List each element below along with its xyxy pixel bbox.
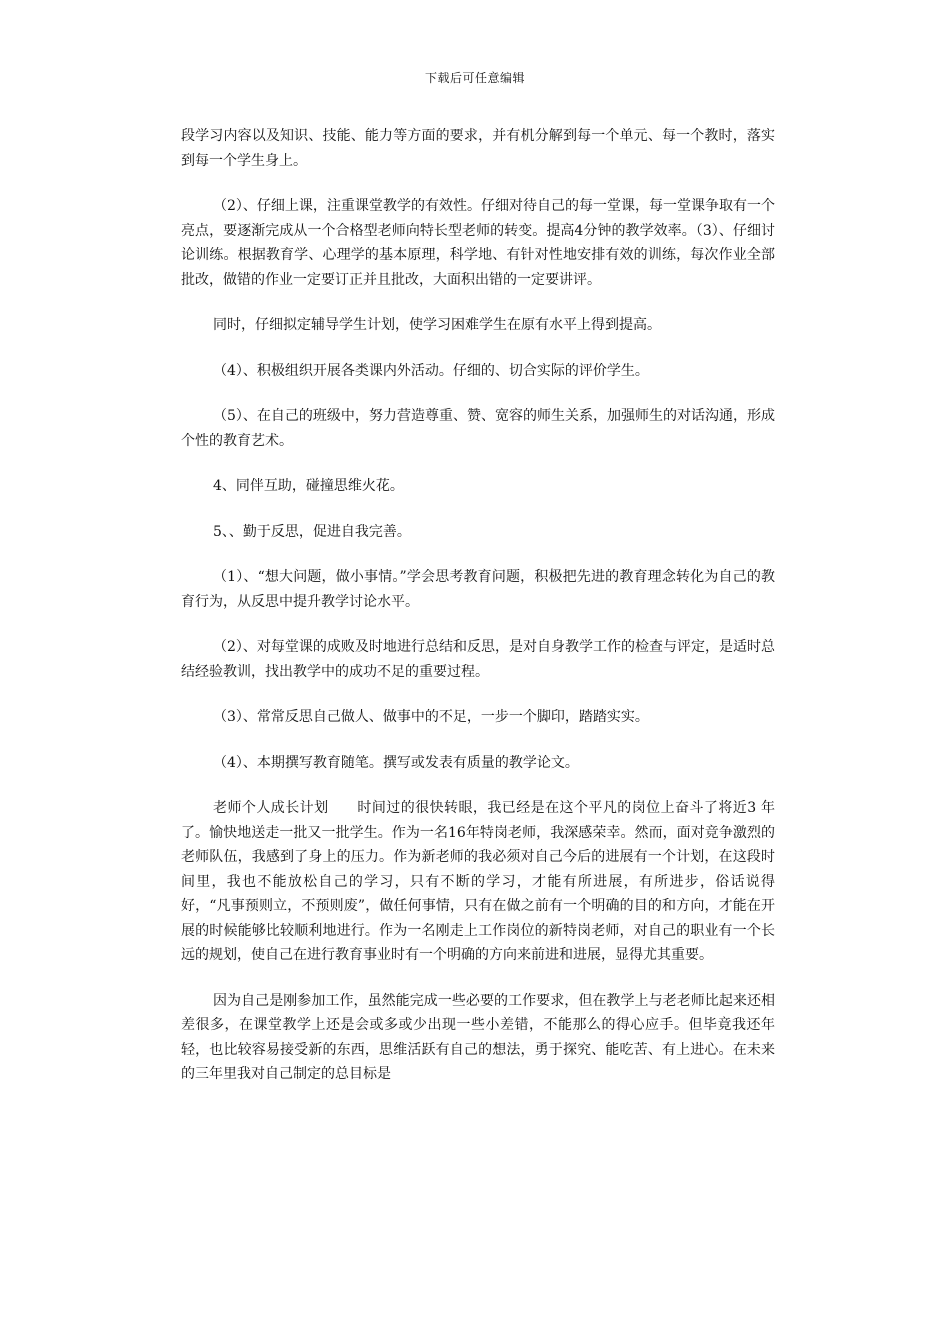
paragraph: 5、、勤于反思，促进自我完善。 [213,523,411,540]
paragraph: （5）、在自己的班级中，努力营造尊重、赞、宽容的师生关系，加强师生的对话沟通，形成个性的教育艺术。 [181,408,775,449]
paragraph: （2）、对每堂课的成败及时地进行总结和反思，是对自身教学工作的检查与评定，是适时总结经验教训，找出教学中的成功不足的重要过程。 [181,639,775,680]
paragraph: （1）、“想大问题，做小事情。”学会思考教育问题，积极把先进的教育理念转化为自己的教育行为，从反思中提升教学讨论水平。 [181,569,775,610]
paragraph: 段学习内容以及知识、技能、能力等方面的要求，并有机分解到每一个单元、每一个教时，落实到每一个学生身上。 [181,128,775,169]
paragraph: （3）、常常反思自己做人、做事中的不足，一步一个脚印，踏踏实实。 [213,709,649,725]
paragraph: 同时，仔细拟定辅导学生计划，使学习困难学生在原有水平上得到提高。 [213,317,661,333]
paragraph: 4、同伴互助，碰撞思维火花。 [213,478,404,494]
paragraph: 老师个人成长计划 时间过的很快转眼，我已经是在这个平凡的岗位上奋斗了将近3 年了。愉快地送走一批又一批学生。作为一名16年特岗老师，我深感荣幸。然而，面对竞争激烈的老师队伍，我感到了身上的压力。作为新老师的我必须对自己今后的进展有一个计划，在这段时间里，我也不能放松自己的学习，只有不断的学习，才能有所进展，有所进步，俗话说得好，“凡事预则立，不预则废”，做任何事情，只有在做之前有一个明确的目的和方向，才能在开展的时候能够比较顺利地进行。作为一名刚走上工作岗位的新特岗老师，对自己的职业有一个长远的规划，使自己在进行教育事业时有一个明确的方向来前进和进展，显得尤其重要。 [181,800,775,963]
paragraph: （2）、仔细上课，注重课堂教学的有效性。仔细对待自己的每一堂课，每一堂课争取有一个亮点，要逐渐完成从一个合格型老师向特长型老师的转变。提高4分钟的教学效率。（3）、仔细讨论训练。根据教育学、心理学的基本原理，科学地、有针对性地安排有效的训练，每次作业全部批改，做错的作业一定要订正并且批改，大面积出错的一定要讲评。 [181,198,775,288]
paragraph: 因为自己是刚参加工作，虽然能完成一些必要的工作要求，但在教学上与老老师比起来还相差很多，在课堂教学上还是会或多或少出现一些小差错，不能那么的得心应手。但毕竟我还年轻，也比较容易接受新的东西，思维活跃有自己的想法，勇于探究、能吃苦、有上进心。在未来的三年里我对自己制定的总目标是 [181,992,775,1082]
document-body [181,124,775,1108]
page-header: 下载后可任意编辑 [424,71,525,85]
paragraph: （4）、积极组织开展各类课内外活动。仔细的、切合实际的评价学生。 [213,362,649,379]
paragraph: （4）、本期撰写教育随笔。撰写或发表有质量的教学论文。 [213,754,579,771]
